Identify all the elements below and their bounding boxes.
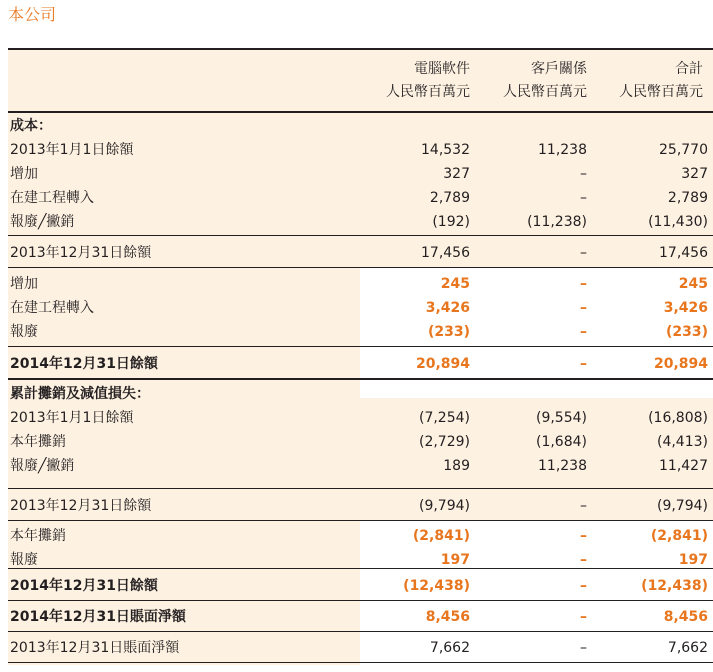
table-row [8,241,713,265]
table-row [8,454,713,478]
value-software: (2,841) [412,528,470,544]
value-total: 8,456 [663,609,708,625]
table-row [8,296,713,320]
value-software: 20,894 [415,356,470,372]
rule-after-2013-amort [8,520,713,521]
row-label: 2013年1月1日餘額 [10,142,134,158]
table-row [8,574,713,598]
header-software-title: 電腦軟件 [414,61,470,77]
table-row [8,272,713,296]
value-software: 3,426 [425,300,470,316]
header-customer-unit: 人民幣百萬元 [503,84,587,100]
value-customer: – [580,498,587,514]
table-row [8,210,713,234]
rule-before-2013-amort [8,488,713,489]
header-total-unit: 人民幣百萬元 [619,84,703,100]
header-customer-title: 客戶關係 [531,61,587,77]
table-row [8,382,713,406]
header-total [588,58,703,104]
table-bottom-rule [8,662,713,663]
value-customer: 11,238 [538,458,587,474]
header-software-unit: 人民幣百萬元 [386,84,470,100]
rule-before-net-2014 [8,600,713,601]
row-label: 增加 [10,166,38,182]
table-row [8,114,713,138]
value-software: 2,789 [429,190,470,206]
row-label: 增加 [10,276,38,292]
rule-before-net-2013 [8,631,713,632]
value-total: 20,894 [653,356,708,372]
header-rule [8,111,713,113]
value-customer: – [580,276,587,292]
value-total: 25,770 [659,142,708,158]
rule-before-2013-cost [8,235,713,236]
value-customer: – [580,552,587,568]
value-total: (12,438) [641,578,708,594]
row-label: 報廢 [10,324,38,340]
value-customer: – [580,190,587,206]
row-label: 2013年1月1日餘額 [10,410,134,426]
row-label: 2014年12月31日餘額 [10,356,158,372]
value-software: (9,794) [418,498,470,514]
table-row [8,352,713,376]
rule-after-2013-cost [8,267,713,268]
row-label: 成本： [10,118,52,134]
value-total: (233) [665,324,708,340]
row-label: 2013年12月31日餘額 [10,245,152,261]
value-customer: (11,238) [527,214,587,230]
value-customer: – [580,356,587,372]
value-customer: – [580,166,587,182]
value-software: 17,456 [421,245,470,261]
value-total: 245 [678,276,708,292]
row-label: 2013年12月31日餘額 [10,498,152,514]
value-software: 189 [443,458,470,474]
table-top-rule [8,48,713,50]
row-label: 2014年12月31日餘額 [10,578,158,594]
value-total: 327 [681,166,708,182]
value-customer: 11,238 [538,142,587,158]
table-row [8,430,713,454]
row-label: 本年攤銷 [10,528,66,544]
rule-before-2014-cost [8,346,713,347]
value-total: 2,789 [667,190,708,206]
rule-after-2014-cost [8,378,713,380]
table-row [8,320,713,344]
financial-table [8,48,713,665]
table-row [8,162,713,186]
table-row [8,186,713,210]
row-label: 本年攤銷 [10,434,66,450]
header-total-title: 合計 [675,61,703,77]
value-software: 197 [440,552,470,568]
row-label: 在建工程轉入 [10,300,94,316]
value-total: 11,427 [659,458,708,474]
row-label: 2014年12月31日賬面淨額 [10,609,186,625]
value-total: (2,841) [650,528,708,544]
value-total: (16,808) [648,410,708,426]
value-software: (2,729) [418,434,470,450]
value-total: 7,662 [667,640,708,656]
value-total: 3,426 [663,300,708,316]
value-software: 14,532 [421,142,470,158]
value-software: (233) [427,324,470,340]
value-total: 17,456 [659,245,708,261]
value-customer: (9,554) [535,410,587,426]
value-software: (192) [432,214,470,230]
row-label: 報廢╱撇銷 [10,214,75,230]
value-customer: – [580,300,587,316]
value-total: (4,413) [656,434,708,450]
value-software: 245 [440,276,470,292]
table-row [8,636,713,660]
value-customer: – [580,609,587,625]
value-total: (9,794) [656,498,708,514]
value-customer: – [580,640,587,656]
value-customer: (1,684) [535,434,587,450]
value-software: (7,254) [418,410,470,426]
value-customer: – [580,528,587,544]
header-customer [470,58,587,104]
table-row [8,406,713,430]
value-software: (12,438) [403,578,470,594]
row-label: 2013年12月31日賬面淨額 [10,640,180,656]
table-row [8,605,713,629]
value-customer: – [580,245,587,261]
value-total: 197 [678,552,708,568]
value-total: (11,430) [648,214,708,230]
row-label: 報廢╱撇銷 [10,458,75,474]
value-software: 7,662 [429,640,470,656]
table-row [8,494,713,518]
value-customer: – [580,578,587,594]
table-row [8,524,713,548]
value-customer: – [580,324,587,340]
value-software: 8,456 [425,609,470,625]
table-row [8,138,713,162]
header-software [353,58,470,104]
table-row [8,548,713,572]
row-label: 在建工程轉入 [10,190,94,206]
row-label: 累計攤銷及減值損失： [10,386,150,402]
row-label: 報廢 [10,552,38,568]
value-software: 327 [443,166,470,182]
page-title: 本公司 [8,5,57,24]
